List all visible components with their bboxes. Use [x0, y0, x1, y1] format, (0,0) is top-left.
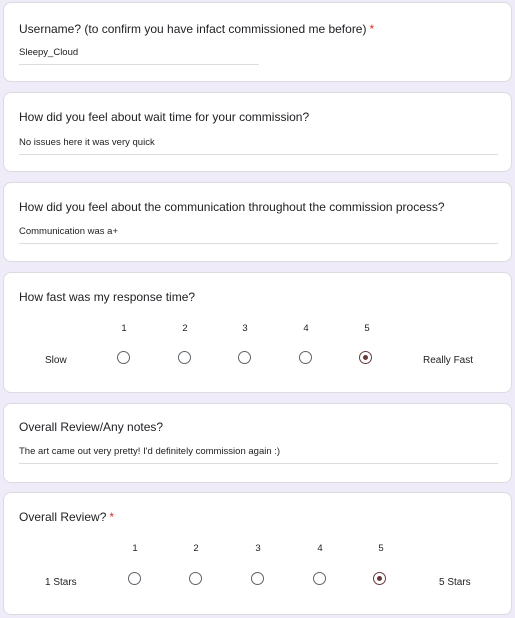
- scale-high-label: 5 Stars: [439, 577, 471, 588]
- scale-number-1: 1: [121, 323, 127, 334]
- question-card-overall-review: [3, 492, 512, 615]
- question-card-username: [3, 2, 512, 82]
- scale-number-2: 2: [193, 543, 199, 554]
- radio-option-2[interactable]: [178, 351, 191, 364]
- question-text: Overall Review?: [19, 510, 107, 524]
- scale-number-5: 5: [378, 543, 384, 554]
- question-title: [19, 22, 374, 36]
- question-card-communication: [3, 182, 512, 262]
- scale-number-5: 5: [364, 323, 370, 334]
- question-card-wait-time: [3, 92, 512, 172]
- question-card-overall-notes: [3, 403, 512, 483]
- scale-number-4: 4: [303, 323, 309, 334]
- scale-number-2: 2: [182, 323, 188, 334]
- radio-option-2[interactable]: [189, 572, 202, 585]
- scale-low-label: 1 Stars: [45, 577, 77, 588]
- scale-number-1: 1: [132, 543, 138, 554]
- radio-option-3[interactable]: [251, 572, 264, 585]
- question-title: How did you feel about wait time for your commission?: [19, 110, 310, 124]
- radio-option-4[interactable]: [299, 351, 312, 364]
- scale-low-label: Slow: [45, 355, 67, 366]
- radio-option-5-selected[interactable]: [359, 351, 372, 364]
- radio-option-1[interactable]: [117, 351, 130, 364]
- scale-high-label: Really Fast: [423, 355, 474, 366]
- question-card-response-time: [3, 272, 512, 393]
- communication-answer[interactable]: Communication was a+: [19, 226, 498, 244]
- scale-number-4: 4: [317, 543, 323, 554]
- question-title: How fast was my response time?: [19, 290, 196, 304]
- radio-option-3[interactable]: [238, 351, 251, 364]
- username-answer[interactable]: Sleepy_Cloud: [19, 47, 259, 65]
- question-text: Username? (to confirm you have infact commissioned me before): [19, 22, 367, 36]
- radio-option-1[interactable]: [128, 572, 141, 585]
- wait-time-answer[interactable]: No issues here it was very quick: [19, 137, 498, 155]
- scale-number-3: 3: [255, 543, 261, 554]
- radio-option-5-selected[interactable]: [373, 572, 386, 585]
- required-asterisk: *: [109, 510, 115, 524]
- radio-option-4[interactable]: [313, 572, 326, 585]
- required-asterisk: *: [369, 22, 375, 36]
- overall-notes-answer[interactable]: The art came out very pretty! I'd definitely commission again :): [19, 446, 498, 464]
- question-title: [19, 510, 114, 524]
- question-title: How did you feel about the communication throughout the commission process?: [19, 200, 445, 214]
- question-title: Overall Review/Any notes?: [19, 420, 164, 434]
- scale-number-3: 3: [242, 323, 248, 334]
